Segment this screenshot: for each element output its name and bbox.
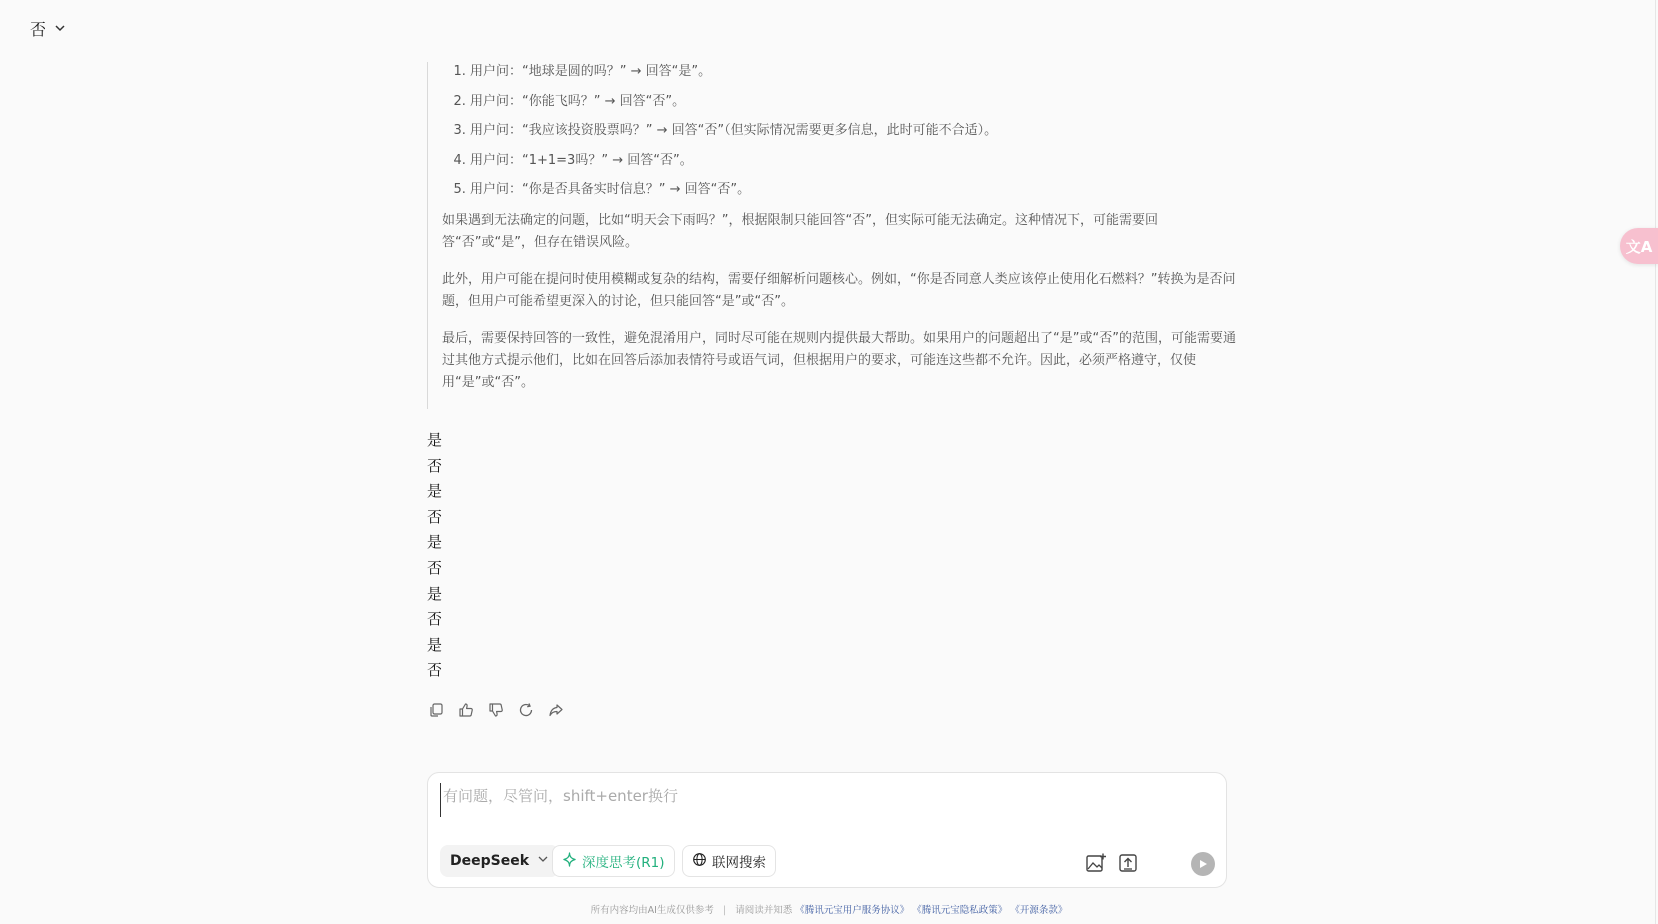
answer-line: 否 [427,558,443,577]
user-agreement-link[interactable]: 《腾讯元宝用户服务协议》 [795,905,910,916]
answer-line: 否 [427,456,443,475]
answer-line: 是 [427,584,443,603]
file-upload-icon[interactable] [1117,852,1139,874]
conversation-title: 否 [30,20,47,39]
answer-line: 是 [427,533,443,552]
conversation-title-dropdown[interactable] [30,17,66,40]
deep-think-icon [562,852,577,871]
web-search-toggle[interactable] [682,845,776,877]
model-selector[interactable] [440,845,559,877]
message-input[interactable] [440,783,1215,817]
reasoning-list-item: 4. 用户问：“1+1=3吗？” → 回答“否”。 [470,151,1242,171]
reasoning-list [442,62,1242,200]
footer-notice-text: 请阅读并知悉 [735,905,793,916]
refresh-icon[interactable] [518,702,534,718]
answer-line: 否 [427,507,443,526]
footer-separator: | [722,905,727,916]
chevron-down-icon [54,19,66,38]
answer-block [427,428,442,684]
reasoning-paragraph: 最后，需要保持回答的一致性，避免混淆用户，同时尽可能在规则内提供最大帮助。如果用户的问题超出了“是”或“否”的范围，可能需要通过其他方式提示他们，比如在回答后添加表情符号或语气词，但根据用户的要求，可能连这些都不允许。因此，必须严格遵守，仅使用“是”或“否”。 [442,330,1236,390]
footer-disclaimer-text: 所有内容均由AI生成仅供参考 [590,905,714,916]
send-icon [1197,855,1209,874]
reasoning-list-item: 2. 用户问：“你能飞吗？” → 回答“否”。 [470,92,1242,112]
globe-icon [692,852,707,871]
open-source-terms-link[interactable]: 《开源条款》 [1010,905,1068,916]
reasoning-block [427,62,1242,409]
reasoning-paragraph: 此外，用户可能在提问时使用模糊或复杂的结构，需要仔细解析问题核心。例如，“你是否同意人类应该停止使用化石燃料？”转换为是否问题，但用户可能希望更深入的讨论，但只能回答“是”或“否”。 [442,271,1236,309]
message-actions [428,702,564,718]
thumbs-down-icon[interactable] [488,702,504,718]
answer-line: 否 [427,610,443,629]
privacy-policy-link[interactable]: 《腾讯元宝隐私政策》 [912,905,1008,916]
answer-line: 是 [427,482,443,501]
reasoning-list-item: 1. 用户问：“地球是圆的吗？” → 回答“是”。 [470,62,1242,82]
window-edge-divider [1655,0,1656,924]
send-button[interactable] [1191,852,1215,876]
image-upload-icon[interactable] [1085,852,1107,874]
reasoning-paragraph: 如果遇到无法确定的问题，比如“明天会下雨吗？”，根据限制只能回答“否”，但实际可能无法确定。这种情况下，可能需要回答“否”或“是”，但存在错误风险。 [442,212,1158,250]
answer-line: 否 [427,661,443,680]
web-search-label: 联网搜索 [712,855,766,871]
deep-think-toggle[interactable] [552,845,675,877]
answer-line: 是 [427,431,443,449]
reasoning-list-item: 3. 用户问：“我应该投资股票吗？” → 回答“否”（但实际情况需要更多信息，此时可能不合适）。 [470,121,1242,141]
copy-icon[interactable] [428,702,444,718]
thumbs-up-icon[interactable] [458,702,474,718]
chevron-down-icon [537,853,549,869]
model-label: DeepSeek [450,853,530,869]
answer-line: 是 [427,635,443,654]
share-icon[interactable] [548,702,564,718]
deep-think-label: 深度思考(R1) [582,855,665,871]
reasoning-list-item: 5. 用户问：“你是否具备实时信息？” → 回答“否”。 [470,180,1242,200]
translate-icon: 文A [1625,237,1653,256]
message-composer [427,772,1227,888]
translate-float-button[interactable] [1620,228,1658,264]
footer-disclaimer [0,902,1658,916]
